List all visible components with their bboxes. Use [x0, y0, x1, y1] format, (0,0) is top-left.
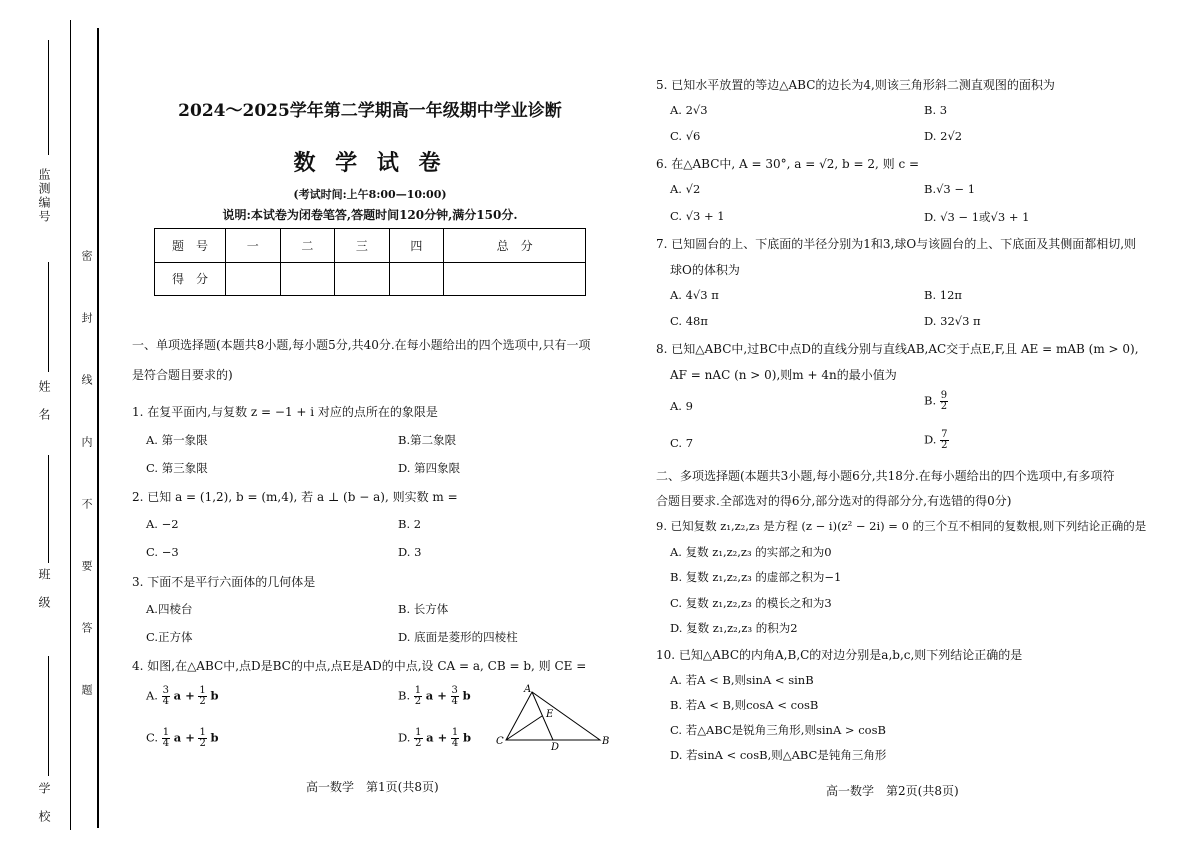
label-e: E	[546, 709, 554, 720]
q9-option-d[interactable]: D. 复数 z₁,z₂,z₃ 的积为2	[670, 621, 798, 635]
label-a: A	[524, 684, 532, 695]
label-c: C	[496, 736, 504, 747]
fraction	[414, 686, 422, 707]
numerator: 1	[414, 685, 422, 696]
exam-time: (考试时间:上午8:00—10:00)	[293, 188, 447, 201]
score-cell[interactable]	[335, 262, 390, 296]
q5-option-d[interactable]: D. 2√2	[924, 129, 963, 143]
q9-option-a[interactable]: A. 复数 z₁,z₂,z₃ 的实部之和为0	[670, 545, 832, 559]
question-6: 6. 在△ABC中, A = 30°, a = √2, b = 2, 则 c =	[656, 157, 920, 171]
fraction	[198, 686, 206, 707]
denominator: 2	[940, 401, 948, 412]
q5-option-c[interactable]: C. √6	[670, 129, 701, 143]
score-table-header-row	[155, 229, 586, 263]
score-cell[interactable]	[389, 262, 444, 296]
fraction	[414, 728, 422, 749]
label-b: B	[602, 736, 610, 747]
q7-option-c[interactable]: C. 48π	[670, 314, 708, 328]
score-header-cell: 总 分	[444, 229, 586, 263]
exam-note: 说明:本试卷为闭卷笔答,答题时间120分钟,满分150分.	[222, 208, 518, 222]
numerator: 7	[941, 429, 948, 440]
option-term: b	[462, 688, 471, 703]
denominator: 2	[199, 738, 206, 749]
fraction	[162, 728, 170, 749]
class-field[interactable]	[48, 455, 49, 563]
question-10: 10. 已知△ABC的内角A,B,C的对边分别是a,b,c,则下列结论正确的是	[656, 648, 1023, 662]
name-label: 姓 名	[37, 380, 51, 422]
score-header-cell: 一	[226, 229, 281, 263]
q5-option-a[interactable]: A. 2√3	[670, 103, 708, 117]
numerator: 9	[940, 390, 948, 401]
q3-option-c[interactable]: C.正方体	[146, 630, 193, 644]
option-letter: B.	[398, 688, 411, 703]
option-term: a +	[173, 688, 195, 703]
score-header-cell: 三	[335, 229, 390, 263]
section2-heading: 二、多项选择题(本题共3小题,每小题6分,共18分.在每小题给出的四个选项中,有多项符	[656, 469, 1115, 483]
page-footer-left: 高一数学 第1页(共8页)	[306, 780, 439, 794]
q10-option-d[interactable]: D. 若sinA < cosB,则△ABC是钝角三角形	[670, 748, 887, 762]
question-1: 1. 在复平面内,与复数 z = −1 + i 对应的点所在的象限是	[132, 405, 438, 419]
score-table	[154, 228, 586, 296]
option-term: a +	[173, 730, 195, 745]
q8-option-b[interactable]	[924, 391, 948, 412]
question-2: 2. 已知 a = (1,2), b = (m,4), 若 a ⊥ (b − a), 则实数 m =	[132, 490, 458, 504]
q7-option-b[interactable]: B. 12π	[924, 288, 962, 302]
score-header-cell: 四	[389, 229, 444, 263]
fraction	[198, 728, 206, 749]
question-4: 4. 如图,在△ABC中,点D是BC的中点,点E是AD的中点,设 CA = a, CB = b, 则 CE =	[132, 659, 587, 673]
exam-subject: 数 学 试 卷	[293, 150, 447, 176]
denominator: 2	[415, 738, 422, 749]
q3-option-a[interactable]: A.四棱台	[146, 602, 193, 616]
q5-option-b[interactable]: B. 3	[924, 103, 948, 117]
question-9: 9. 已知复数 z₁,z₂,z₃ 是方程 (z − i)(z² − 2i) = 0 的三个互不相同的复数根,则下列结论正确的是	[656, 519, 1147, 533]
option-letter: A.	[146, 688, 158, 703]
numerator: 3	[162, 685, 169, 696]
numerator: 1	[162, 727, 170, 738]
q10-option-b[interactable]: B. 若A < B,则cosA < cosB	[670, 698, 819, 712]
segment-ce	[506, 716, 542, 740]
name-field[interactable]	[48, 262, 49, 372]
q6-option-a[interactable]: A. √2	[670, 182, 701, 196]
q1-option-b[interactable]: B.第二象限	[398, 433, 457, 447]
q7-option-d[interactable]: D. 32√3 π	[924, 314, 981, 328]
fraction	[451, 728, 459, 749]
numerator: 1	[451, 727, 459, 738]
section1-heading: 一、单项选择题(本题共8小题,每小题5分,共40分.在每小题给出的四个选项中,只有一项	[132, 338, 591, 352]
question-7: 7. 已知圆台的上、下底面的半径分别为1和3,球O与该圆台的上、下底面及其侧面都相切,则	[656, 237, 1137, 251]
option-letter: C.	[146, 730, 159, 745]
option-term: a +	[425, 688, 447, 703]
q1-option-c[interactable]: C. 第三象限	[146, 461, 208, 475]
q4-option-d[interactable]	[398, 728, 471, 749]
q9-option-c[interactable]: C. 复数 z₁,z₂,z₃ 的模长之和为3	[670, 596, 832, 610]
exam-title: 2024～2025学年第二学期高一年级期中学业诊断	[178, 101, 562, 121]
numerator: 1	[199, 727, 206, 738]
q3-option-b[interactable]: B. 长方体	[398, 602, 449, 616]
fraction	[940, 430, 948, 451]
numerator: 1	[199, 685, 206, 696]
q7-option-a[interactable]: A. 4√3 π	[670, 288, 719, 302]
monitor-number-field[interactable]	[48, 40, 49, 155]
option-term: b	[210, 688, 219, 703]
page-footer-right: 高一数学 第2页(共8页)	[826, 784, 959, 798]
q2-option-c[interactable]: C. −3	[146, 545, 179, 559]
question-7-cont: 球O的体积为	[670, 263, 740, 277]
fraction	[940, 391, 948, 412]
label-d: D	[551, 742, 560, 750]
score-header-cell: 题 号	[155, 229, 226, 263]
q10-option-a[interactable]: A. 若A < B,则sinA < sinB	[670, 673, 814, 687]
binding-line-inner	[97, 28, 99, 828]
q8-option-d[interactable]	[924, 430, 949, 451]
numerator: 3	[451, 685, 458, 696]
numerator: 1	[415, 727, 422, 738]
fraction	[162, 686, 170, 707]
q2-option-a[interactable]: A. −2	[146, 517, 179, 531]
school-field[interactable]	[48, 656, 49, 776]
section2-heading-cont: 合题目要求.全部选对的得6分,部分选对的得部分分,有选错的得0分)	[656, 494, 1012, 508]
option-letter: D.	[398, 730, 411, 745]
score-row-label: 得 分	[155, 262, 226, 296]
q2-option-d[interactable]: D. 3	[398, 545, 422, 559]
denominator: 4	[162, 738, 170, 749]
score-cell[interactable]	[280, 262, 335, 296]
question-8: 8. 已知△ABC中,过BC中点D的直线分别与直线AB,AC交于点E,F,且 AE = mAB (m > 0),	[656, 342, 1139, 356]
seal-notice: 密 封 线 内 不 要 答 题	[80, 250, 93, 715]
q4-option-a[interactable]	[146, 686, 218, 707]
option-term: b	[462, 730, 471, 745]
option-letter: D.	[924, 432, 937, 447]
score-header-cell: 二	[280, 229, 335, 263]
binding-line-outer	[70, 20, 71, 830]
option-term: a +	[426, 730, 448, 745]
fraction	[451, 686, 459, 707]
q1-option-a[interactable]: A. 第一象限	[146, 433, 208, 447]
question-3: 3. 下面不是平行六面体的几何体是	[132, 575, 316, 589]
question-8-cont: AF = nAC (n > 0),则m + 4n的最小值为	[670, 368, 897, 382]
q8-option-c[interactable]: C. 7	[670, 436, 694, 450]
denominator: 4	[162, 696, 169, 707]
q6-option-d[interactable]: D. √3 − 1或√3 + 1	[924, 210, 1030, 224]
score-table-score-row	[155, 262, 586, 296]
option-letter: B.	[924, 393, 937, 408]
q8-option-a[interactable]: A. 9	[670, 399, 693, 413]
score-cell[interactable]	[226, 262, 281, 296]
class-label: 班 级	[37, 568, 51, 610]
q2-option-b[interactable]: B. 2	[398, 517, 422, 531]
denominator: 2	[941, 440, 948, 451]
triangle-figure	[494, 684, 618, 750]
option-term: b	[210, 730, 219, 745]
q6-option-b[interactable]: B.√3 − 1	[924, 182, 976, 196]
q9-option-b[interactable]: B. 复数 z₁,z₂,z₃ 的虚部之积为−1	[670, 570, 842, 584]
denominator: 4	[451, 696, 458, 707]
q4-option-b[interactable]	[398, 686, 471, 707]
q6-option-c[interactable]: C. √3 + 1	[670, 209, 725, 223]
denominator: 4	[451, 738, 459, 749]
school-label: 学 校	[37, 782, 51, 824]
q4-option-c[interactable]	[146, 728, 219, 749]
denominator: 2	[199, 696, 206, 707]
q10-option-c[interactable]: C. 若△ABC是锐角三角形,则sinA > cosB	[670, 723, 886, 737]
monitor-number-label: 监测编号	[37, 168, 51, 224]
q1-option-d[interactable]: D. 第四象限	[398, 461, 461, 475]
score-cell[interactable]	[444, 262, 586, 296]
section1-heading-cont: 是符合题目要求的)	[132, 368, 233, 382]
question-5: 5. 已知水平放置的等边△ABC的边长为4,则该三角形斜二测直观图的面积为	[656, 78, 1055, 92]
denominator: 2	[414, 696, 422, 707]
q3-option-d[interactable]: D. 底面是菱形的四棱柱	[398, 630, 518, 644]
